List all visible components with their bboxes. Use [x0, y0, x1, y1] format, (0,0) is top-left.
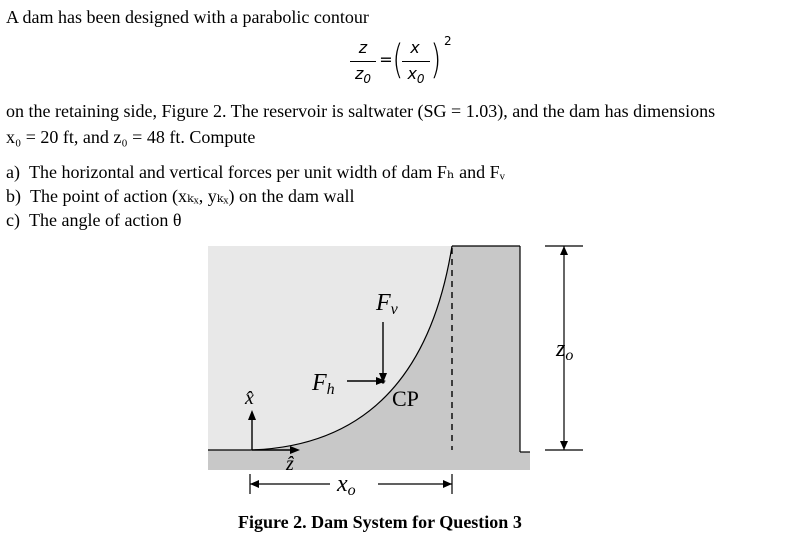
x0-label: xo	[337, 471, 356, 499]
eq-left-paren: (	[392, 37, 404, 83]
eq-lhs-numerator: z	[358, 38, 368, 57]
x-hat-label: x̂	[245, 387, 254, 409]
question-item-b: b) The point of action (xₖₓ, yₖₓ) on the dam wall	[6, 186, 355, 206]
z0-dim-arrow-top	[560, 246, 568, 255]
fv-label: Fv	[376, 290, 398, 318]
eq-right-paren: )	[430, 37, 442, 83]
question-item-a: a) The horizontal and vertical forces per unit width of dam Fₕ and Fᵥ	[6, 162, 505, 182]
cp-label: CP	[392, 386, 419, 411]
dam-figure	[0, 236, 790, 512]
eq-exponent: 2	[444, 34, 452, 48]
cp-point	[381, 380, 384, 383]
parabola-equation	[344, 34, 454, 88]
fh-label: Fh	[312, 370, 335, 398]
eq-equals: =	[379, 50, 393, 69]
eq-lhs-bar	[350, 61, 376, 62]
x0-dim-arrow-left	[250, 480, 259, 488]
intro-text: A dam has been designed with a parabolic contour	[6, 7, 369, 27]
question-item-c: c) The angle of action θ	[6, 210, 182, 230]
figure-caption: Figure 2. Dam System for Question 3	[238, 512, 522, 532]
eq-rhs-numerator: x	[410, 38, 420, 57]
eq-rhs-bar	[402, 61, 430, 62]
body-line-1: on the retaining side, Figure 2. The reservoir is saltwater (SG = 1.03), and the dam has dimensions	[6, 101, 716, 121]
body-line-2: x₀ = 20 ft, and z₀ = 48 ft. Compute	[6, 127, 256, 147]
x0-dim-arrow-right	[443, 480, 452, 488]
z0-label: zo	[556, 336, 574, 364]
z-hat-label: ẑ	[286, 453, 294, 475]
question-list	[6, 160, 505, 232]
eq-rhs-denominator: $x_0$	[407, 64, 425, 86]
z0-dim-arrow-bottom	[560, 441, 568, 450]
eq-lhs-denominator: $z_0$	[354, 64, 372, 86]
